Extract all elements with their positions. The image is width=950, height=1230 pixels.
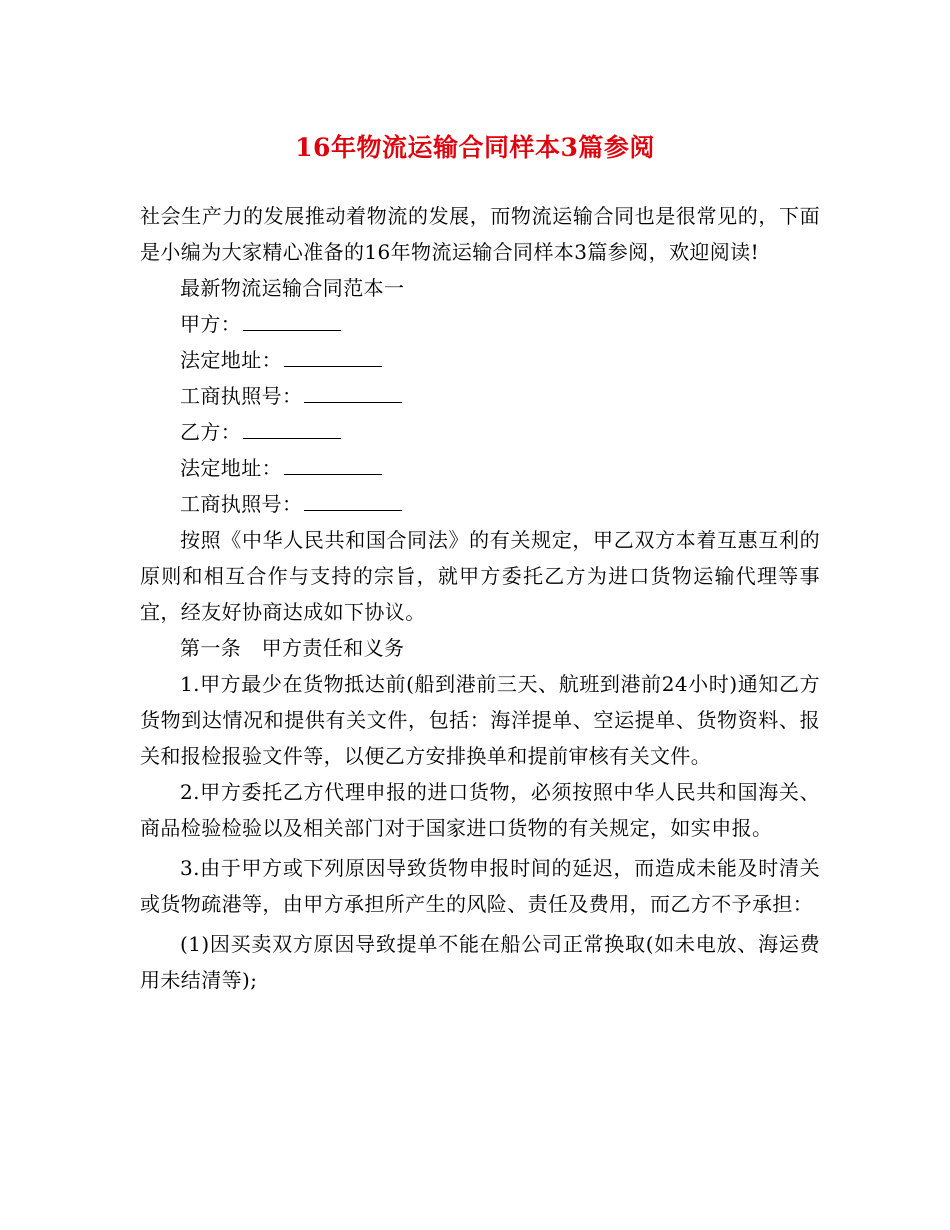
party-b-blank-field	[243, 418, 341, 439]
party-a-line	[140, 306, 820, 342]
party-a-license-label: 工商执照号：	[180, 384, 303, 408]
intro-paragraph: 社会生产力的发展推动着物流的发展，而物流运输合同也是很常见的，下面是小编为大家精心准备的16年物流运输合同样本3篇参阅，欢迎阅读!	[140, 204, 820, 264]
party-b-address-blank-field	[284, 454, 382, 475]
party-b-license-blank-field	[304, 490, 402, 511]
clause-2: 2.甲方委托乙方代理申报的进口货物，必须按照中华人民共和国海关、商品检验检验以及相关部门对于国家进口货物的有关规定，如实申报。	[140, 780, 820, 840]
preamble-paragraph: 按照《中华人民共和国合同法》的有关规定，甲乙双方本着互惠互利的原则和相互合作与支持的宗旨，就甲方委托乙方为进口货物运输代理等事宜，经友好协商达成如下协议。	[140, 528, 820, 624]
party-a-address-blank-field	[284, 346, 382, 367]
party-b-address-label: 法定地址：	[180, 456, 282, 480]
party-a-address-line	[140, 342, 820, 378]
party-b-address-line	[140, 450, 820, 486]
party-b-license-label: 工商执照号：	[180, 492, 303, 516]
party-b-line	[140, 414, 820, 450]
section-heading: 最新物流运输合同范本一	[180, 276, 405, 300]
party-a-license-line	[140, 378, 820, 414]
party-a-address-label: 法定地址：	[180, 348, 282, 372]
party-b-label: 乙方：	[180, 420, 242, 444]
document-body	[140, 198, 820, 998]
party-a-license-blank-field	[304, 382, 402, 403]
document-title: 16年物流运输合同样本3篇参阅	[295, 133, 655, 162]
party-b-license-line	[140, 486, 820, 522]
clause-3: 3.由于甲方或下列原因导致货物申报时间的延迟，而造成未能及时清关或货物疏港等，由甲方承担所产生的风险、责任及费用，而乙方不予承担：	[140, 856, 820, 916]
article-heading: 第一条 甲方责任和义务	[180, 636, 405, 660]
clause-1: 1.甲方最少在货物抵达前(船到港前三天、航班到港前24小时)通知乙方货物到达情况和提供有关文件，包括：海洋提单、空运提单、货物资料、报关和报检报验文件等，以便乙方安排换单和提前审核有关文件。	[140, 672, 820, 768]
party-a-label: 甲方：	[180, 312, 242, 336]
party-a-blank-field	[243, 310, 341, 331]
clause-3-item-1: (1)因买卖双方原因导致提单不能在船公司正常换取(如未电放、海运费用未结清等);	[140, 932, 820, 992]
